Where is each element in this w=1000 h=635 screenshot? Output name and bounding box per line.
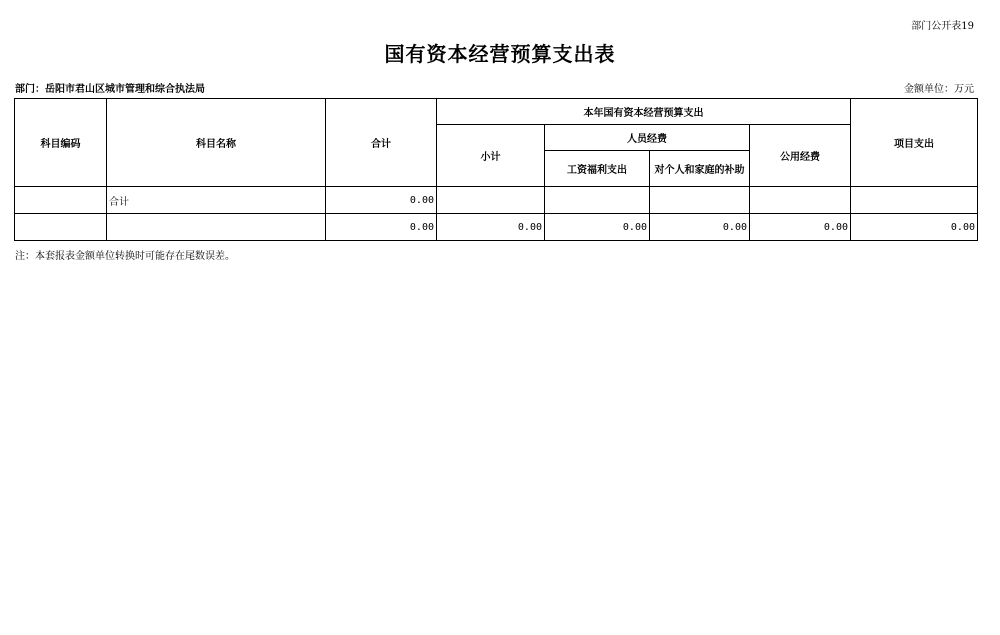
header-subject-code: 科目编码 xyxy=(15,99,107,187)
cell-total: 0.00 xyxy=(326,187,437,214)
header-current-year-group: 本年国有资本经营预算支出 xyxy=(437,99,851,125)
cell-subtotal: 0.00 xyxy=(437,214,545,241)
amount-unit-label: 金额单位：万元 xyxy=(904,84,974,95)
cell-code xyxy=(15,214,107,241)
cell-public xyxy=(750,187,851,214)
cell-total: 0.00 xyxy=(326,214,437,241)
header-personnel-group: 人员经费 xyxy=(545,125,750,151)
cell-name xyxy=(107,214,326,241)
header-subject-name: 科目名称 xyxy=(107,99,326,187)
cell-public: 0.00 xyxy=(750,214,851,241)
cell-name: 合计 xyxy=(107,187,326,214)
cell-project xyxy=(851,187,978,214)
department-label: 部门：岳阳市君山区城市管理和综合执法局 xyxy=(15,84,205,95)
footnote: 注：本套报表金额单位转换时可能存在尾数误差。 xyxy=(15,251,235,262)
header-total: 合计 xyxy=(326,99,437,187)
header-project-expense: 项目支出 xyxy=(851,99,978,187)
table-row xyxy=(15,187,978,214)
cell-subsidies xyxy=(650,187,750,214)
cell-project: 0.00 xyxy=(851,214,978,241)
cell-code xyxy=(15,187,107,214)
header-public-expense: 公用经费 xyxy=(750,125,851,187)
cell-subsidies: 0.00 xyxy=(650,214,750,241)
cell-subtotal xyxy=(437,187,545,214)
cell-wages xyxy=(545,187,650,214)
budget-table xyxy=(14,98,978,241)
table-row xyxy=(15,214,978,241)
cell-wages: 0.00 xyxy=(545,214,650,241)
table-number: 部门公开表19 xyxy=(911,21,974,32)
header-wages-welfare: 工资福利支出 xyxy=(545,151,650,187)
header-subtotal: 小计 xyxy=(437,125,545,187)
page-title: 国有资本经营预算支出表 xyxy=(384,42,616,66)
header-household-subsidies: 对个人和家庭的补助 xyxy=(650,151,750,187)
